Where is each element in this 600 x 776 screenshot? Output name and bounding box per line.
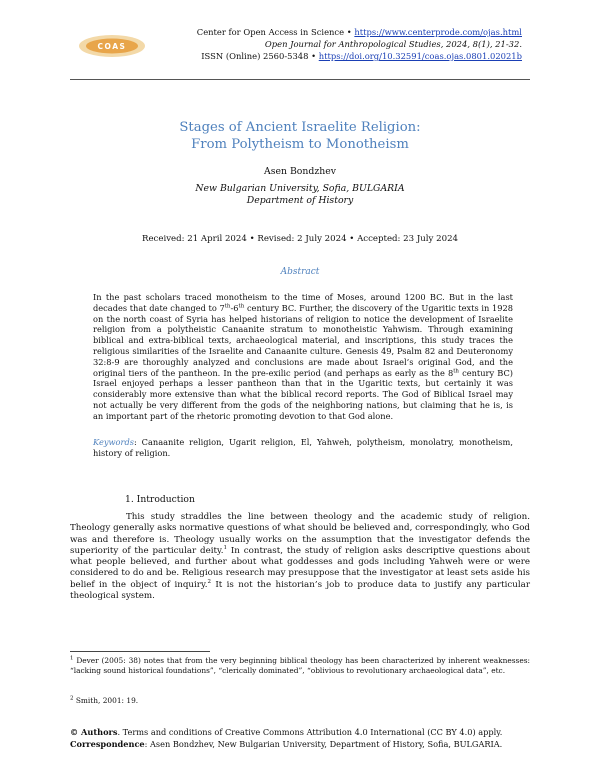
abstract-text-part: century BC) Israel enjoyed perhaps a lesser pantheon than that in the Ugaritic texts, but certainly it was considerably more extensive than what the biblical record reports. The God of Biblical Israel may not actually be very different from the gods of the neighboring nations, but claiming that he is, is an important part of the rhetoric promoting devotion to that God alone. xyxy=(93,367,514,421)
keywords-text: : Canaanite religion, Ugarit religion, El, Yahweh, polytheism, monolatry, monotheism, history of religion. xyxy=(93,437,513,458)
footnote-mark: 2 xyxy=(70,695,74,702)
coas-logo xyxy=(78,34,146,58)
keywords xyxy=(93,437,513,459)
correspondence-text: : Asen Bondzhev, New Bulgarian University, Department of History, Sofia, BULGARIA. xyxy=(144,739,503,749)
license-text: . Terms and conditions of Creative Commons Attribution 4.0 International (CC BY 4.0) apply. xyxy=(117,727,503,737)
header-divider xyxy=(70,79,530,80)
doi-link[interactable]: https://doi.org/10.32591/coas.ojas.0801.02021b xyxy=(318,51,522,61)
introduction-paragraph xyxy=(70,512,530,602)
footnote-ref[interactable]: 2 xyxy=(207,578,211,585)
header-issn: ISSN (Online) 2560-5348 • xyxy=(201,51,319,61)
section-heading-introduction: 1. Introduction xyxy=(125,494,195,505)
article-dates: Received: 21 April 2024 • Revised: 2 July 2024 • Accepted: 23 July 2024 xyxy=(141,234,459,244)
affiliation-line-1: New Bulgarian University, Sofia, BULGARIA xyxy=(195,183,405,194)
intro-text-part: It is not the historian’s job to produce data to justify any particular theological system. xyxy=(70,579,530,602)
footnote-2 xyxy=(70,696,530,706)
keywords-label: Keywords xyxy=(93,437,134,447)
journal-url-link[interactable]: https://www.centerprode.com/ojas.html xyxy=(354,27,522,37)
logo-text: COAS xyxy=(97,42,127,51)
footnote-text: Dever (2005: 38) notes that from the very beginning biblical theology has been characterized by inherent weaknesses: “lacking sound historical foundations”, “clerically dominated”, “oblivious to revolutionary archaeological data”, etc. xyxy=(70,656,530,675)
footnote-text: Smith, 2001: 19. xyxy=(73,696,139,705)
footnote-ref[interactable]: 1 xyxy=(223,545,228,551)
abstract-text-part: -6 xyxy=(230,302,239,313)
abstract-text-part: century BC. Further, the discovery of the Ugaritic texts in 1928 on the north coast of Syria has helped historians of religion to notice the development of Israelite religion from a polytheistic Canaanite stratum to monotheistic Yahwism. Through examining biblical and extra-biblical texts, archaeological material, and inscriptions, this study traces the religious similarities of the Israelite and Canaanite culture. Genesis 49, Psalm 82 and Deuteronomy 32:8-9 are thoroughly analyzed and conclusions are made about Israel’s original God, and the original tiers of the pantheon. In the pre-exilic period (and perhaps as early as the 8 xyxy=(93,302,513,378)
superscript: th xyxy=(453,367,459,374)
footnote-1 xyxy=(70,656,530,675)
footnote-mark: 1 xyxy=(70,655,74,662)
license-notice xyxy=(70,727,530,738)
superscript: th xyxy=(224,303,231,310)
abstract-text xyxy=(93,292,513,422)
abstract-text-part: In the past scholars traced monotheism to the time of Moses, around 1200 BC. But in the last decades that date changed to 7 xyxy=(93,292,513,313)
correspondence xyxy=(70,739,530,750)
abstract-heading: Abstract xyxy=(280,267,320,277)
header-publisher: Center for Open Access in Science • xyxy=(196,27,355,37)
intro-text-part: In contrast, the study of religion asks descriptive questions about what people believed, and further about what goddesses and gods including Yahweh were or were considered to do and be. Religious research may presuppose that the investigator at least sets aside his belief in the object of inquiry. xyxy=(70,545,531,590)
affiliation-line-2: Department of History xyxy=(246,195,354,206)
intro-text-part: This study straddles the line between theology and the academic study of religion. Theology generally asks normative questions of what should be believed and, correspondingly, who God was and therefore is. Theology usually works on the assumption that the investigator defends the superiority of the particular deity. xyxy=(70,512,530,556)
title-line-2: From Polytheism to Monotheism xyxy=(191,137,409,152)
header-line-1 xyxy=(170,27,522,39)
correspondence-label: Correspondence xyxy=(70,739,145,749)
superscript: th xyxy=(238,303,245,310)
author-name: Asen Bondzhev xyxy=(264,166,336,177)
title-line-1: Stages of Ancient Israelite Religion: xyxy=(179,120,421,135)
footnote-divider xyxy=(70,651,210,652)
copyright-label: © Authors xyxy=(70,727,118,737)
header-line-3 xyxy=(170,51,522,63)
article-title xyxy=(70,119,530,153)
header-citation: Open Journal for Anthropological Studies, 2024, 8(1), 21-32. xyxy=(264,39,522,49)
